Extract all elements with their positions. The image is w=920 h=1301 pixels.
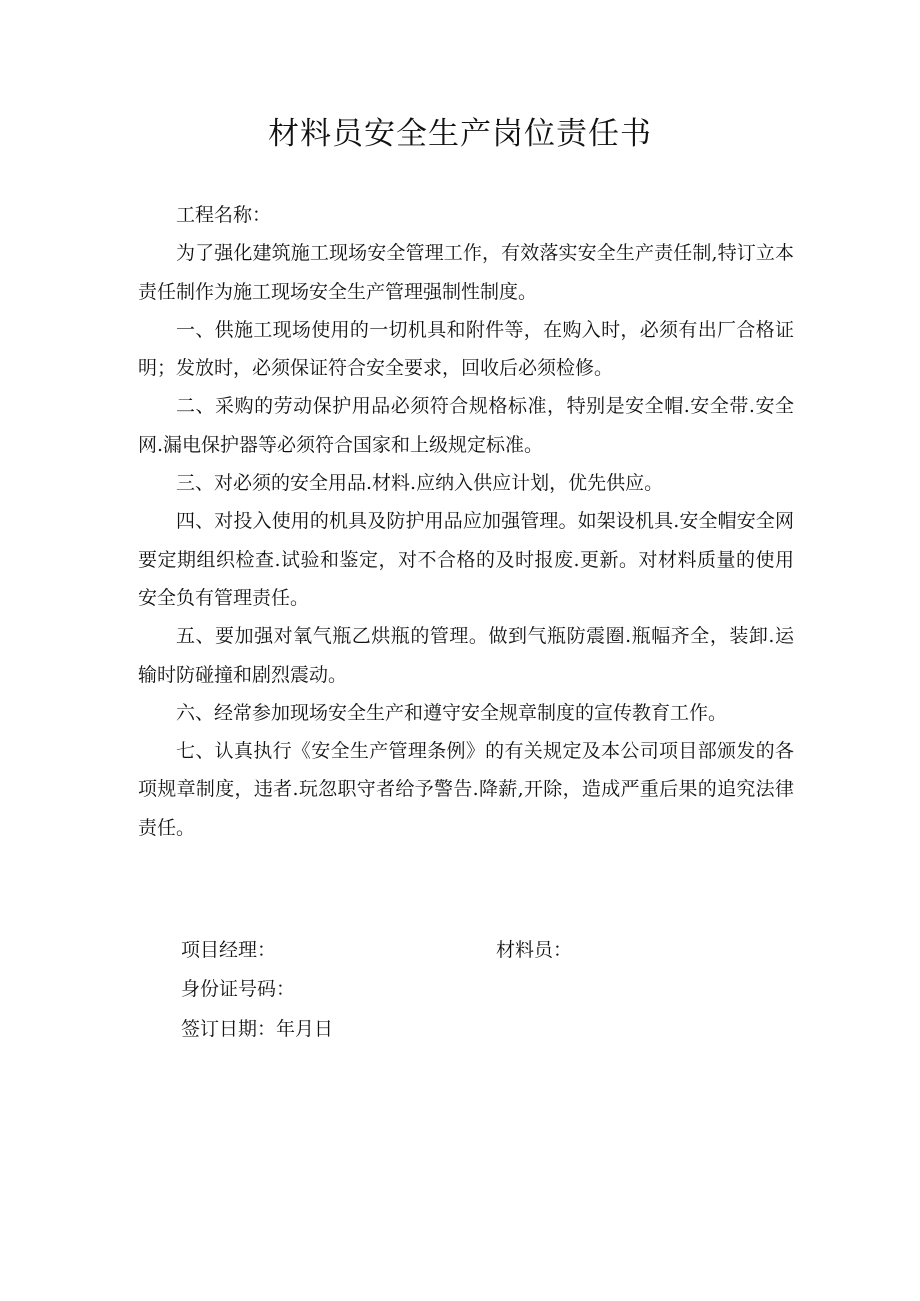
sign-date-label: 签订日期：年月日 — [181, 1018, 334, 1040]
material-clerk-label: 材料员： — [496, 939, 573, 961]
paragraph-item-1: 一、供施工现场使用的一切机具和附件等，在购入时，必须有出厂合格证明；发放时，必须保证符合安全要求，回收后必须检修。 — [138, 318, 794, 380]
id-number-label: 身份证号码： — [181, 978, 296, 1000]
document-title: 材料员安全生产岗位责任书 — [268, 116, 652, 152]
paragraph-item-5: 五、要加强对氧气瓶乙烘瓶的管理。做到气瓶防震圈.瓶幅齐全，装卸.运输时防碰撞和剧烈震动。 — [138, 625, 794, 686]
paragraph-item-2: 二、采购的劳动保护用品必须符合规格标准，特别是安全帽.安全带.安全网.漏电保护器等必须符合国家和上级规定标准。 — [138, 395, 794, 456]
paragraph-intro: 为了强化建筑施工现场安全管理工作，有效落实安全生产责任制,特订立本责任制作为施工现场安全生产管理强制性制度。 — [138, 242, 794, 303]
paragraph-item-3: 三、对必须的安全用品.材料.应纳入供应计划，优先供应。 — [176, 472, 664, 495]
paragraph-item-7: 七、认真执行《安全生产管理条例》的有关规定及本公司项目部颁发的各项规章制度，违者.玩忽职守者给予警告.降薪,开除，造成严重后果的追究法律责任。 — [138, 740, 794, 839]
project-manager-label: 项目经理： — [181, 939, 277, 961]
project-name-label: 工程名称： — [176, 204, 272, 226]
document-body — [138, 196, 794, 847]
paragraph-item-4: 四、对投入使用的机具及防护用品应加强管理。如架设机具.安全帽安全网要定期组织检查.试验和鉴定，对不合格的及时报废.更新。对材料质量的使用安全负有管理责任。 — [138, 510, 794, 609]
paragraph-item-6: 六、经常参加现场安全生产和遵守安全规章制度的宣传教育工作。 — [176, 701, 728, 724]
